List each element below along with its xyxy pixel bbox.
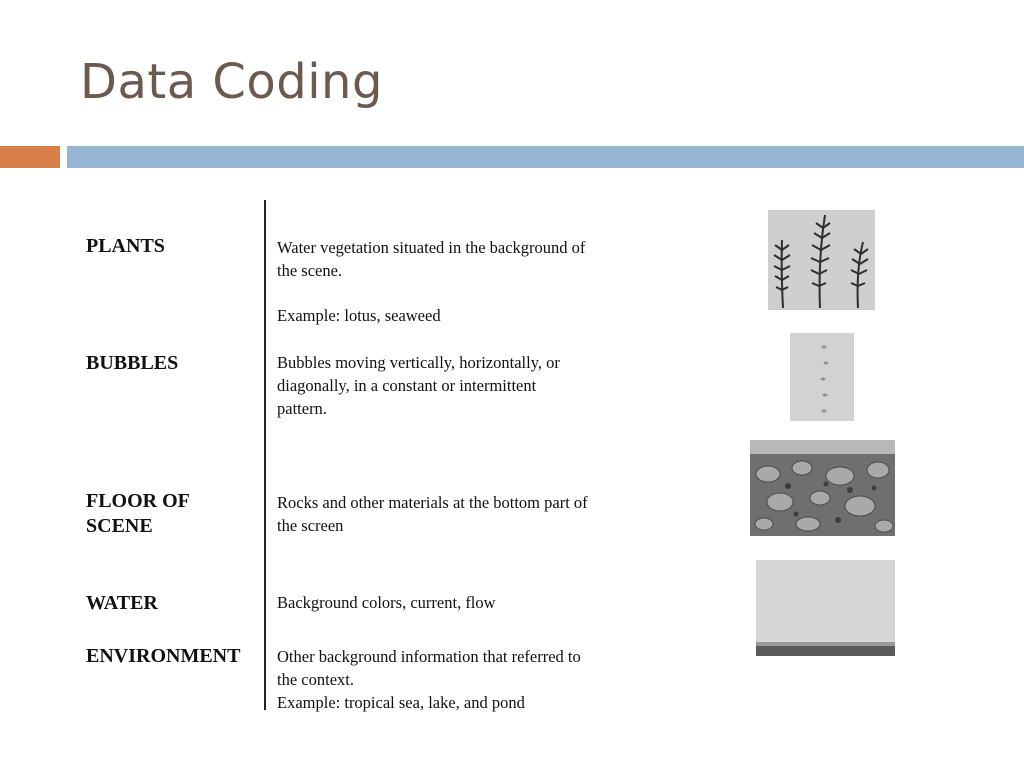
desc-floor-of-scene: Rocks and other materials at the bottom part of the screen	[277, 493, 588, 535]
slide-title: Data Coding	[80, 54, 383, 110]
seaweed-plants-image	[768, 210, 875, 310]
desc-water: Background colors, current, flow	[277, 593, 496, 612]
accent-bar-orange	[0, 146, 60, 168]
table-divider	[264, 200, 266, 710]
term-bubbles: BUBBLES	[86, 352, 179, 374]
accent-bar-blue	[67, 146, 1024, 168]
term-environment: ENVIRONMENT	[86, 645, 241, 667]
desc-environment: Other background information that referred to the context. Example: tropical sea, lake, and pond	[277, 647, 581, 712]
bubbles-image	[790, 333, 854, 421]
term-plants: PLANTS	[86, 235, 165, 257]
term-water: WATER	[86, 592, 158, 614]
desc-bubbles: Bubbles moving vertically, horizontally, or diagonally, in a constant or intermittent pattern.	[277, 353, 560, 418]
example-plants: Example: lotus, seaweed	[277, 306, 441, 325]
rocky-floor-image	[750, 440, 895, 536]
desc-plants: Water vegetation situated in the background of the scene.	[277, 238, 586, 280]
term-floor-of-scene: FLOOR OF SCENE	[86, 490, 190, 537]
water-image	[756, 560, 895, 656]
